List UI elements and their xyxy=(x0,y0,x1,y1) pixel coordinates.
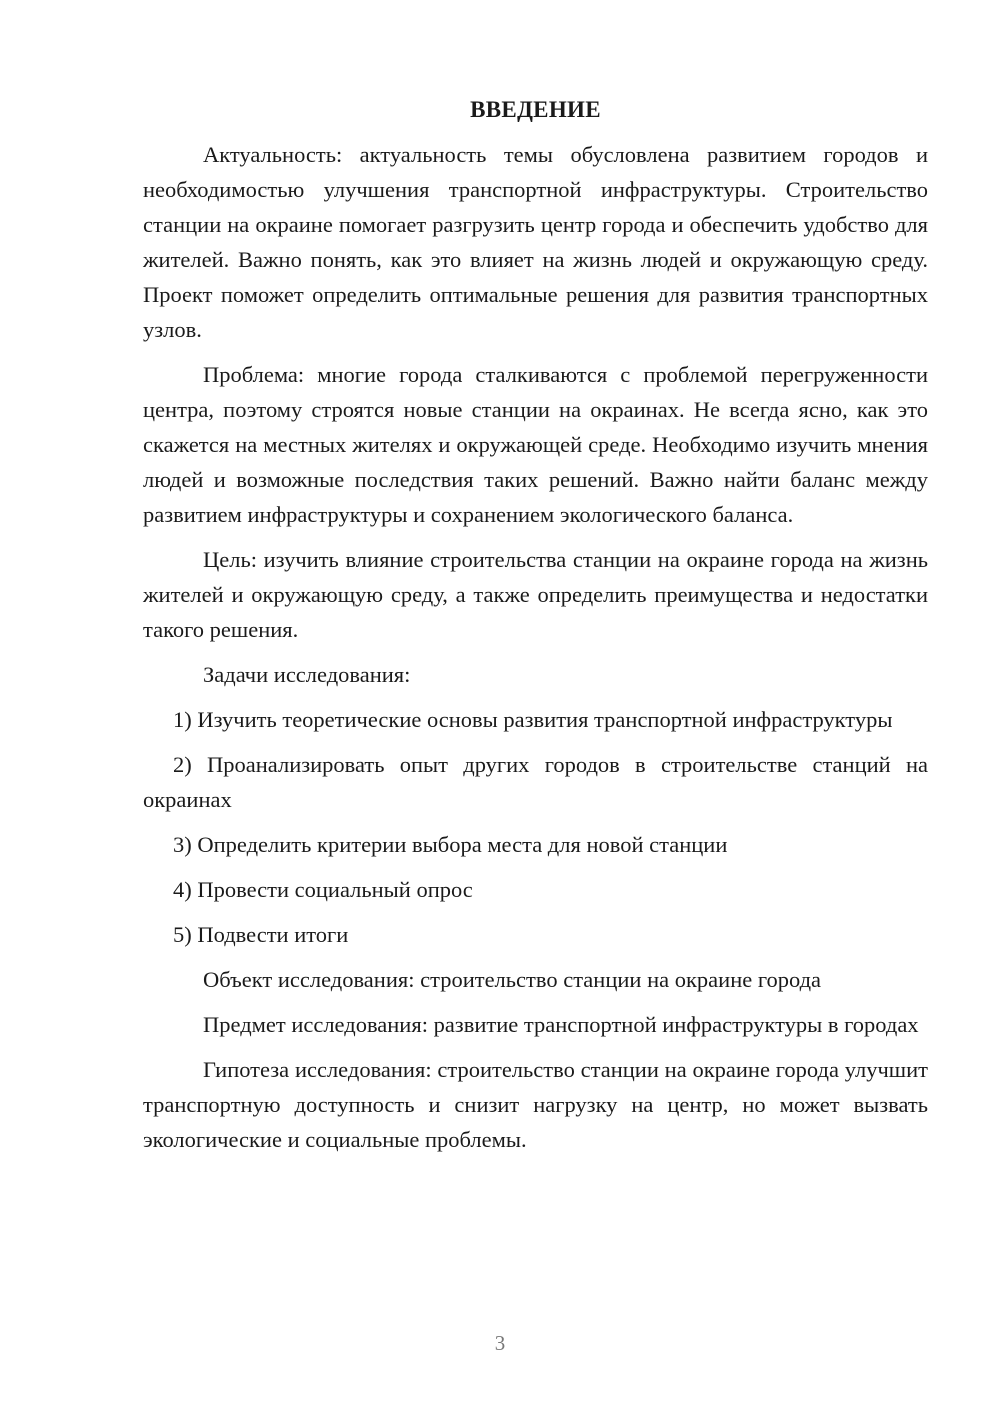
section-heading: ВВЕДЕНИЕ xyxy=(470,97,601,122)
task-item: 4) Провести социальный опрос xyxy=(173,877,473,902)
goal-paragraph: Цель: изучить влияние строительства станции на окраине города на жизнь жителей и окружающую среду, а также определить преимущества и недостатки такого решения. xyxy=(143,547,928,642)
task-item: 3) Определить критерии выбора места для новой станции xyxy=(173,832,728,857)
task-item: 2) Проанализировать опыт других городов в строительстве станций на окраинах xyxy=(143,752,928,812)
hypothesis-paragraph: Гипотеза исследования: строительство станции на окраине города улучшит транспортную доступность и снизит нагрузку на центр, но может вызвать экологические и социальные проблемы. xyxy=(143,1057,928,1152)
subject-paragraph: Предмет исследования: развитие транспортной инфраструктуры в городах xyxy=(203,1012,919,1037)
tasks-title: Задачи исследования: xyxy=(203,662,411,687)
page-number: 3 xyxy=(494,1331,506,1355)
task-item: 5) Подвести итоги xyxy=(173,922,349,947)
relevance-paragraph: Актуальность: актуальность темы обусловлена развитием городов и необходимостью улучшения транспортной инфраструктуры. Строительство станции на окраине помогает разгрузить центр города и обеспечить удобство для жителей. Важно понять, как это влияет на жизнь людей и окружающую среду. Проект поможет определить оптимальные решения для развития транспортных узлов. xyxy=(143,142,928,342)
task-item: 1) Изучить теоретические основы развития транспортной инфраструктуры xyxy=(173,707,893,732)
document-page xyxy=(143,92,928,1167)
tasks-list xyxy=(143,702,928,952)
object-paragraph: Объект исследования: строительство станции на окраине города xyxy=(203,967,822,992)
problem-paragraph: Проблема: многие города сталкиваются с проблемой перегруженности центра, поэтому строятся новые станции на окраинах. Не всегда ясно, как это скажется на местных жителях и окружающей среде. Необходимо изучить мнения людей и возможные последствия таких решений. Важно найти баланс между развитием инфраструктуры и сохранением экологического баланса. xyxy=(143,362,928,527)
